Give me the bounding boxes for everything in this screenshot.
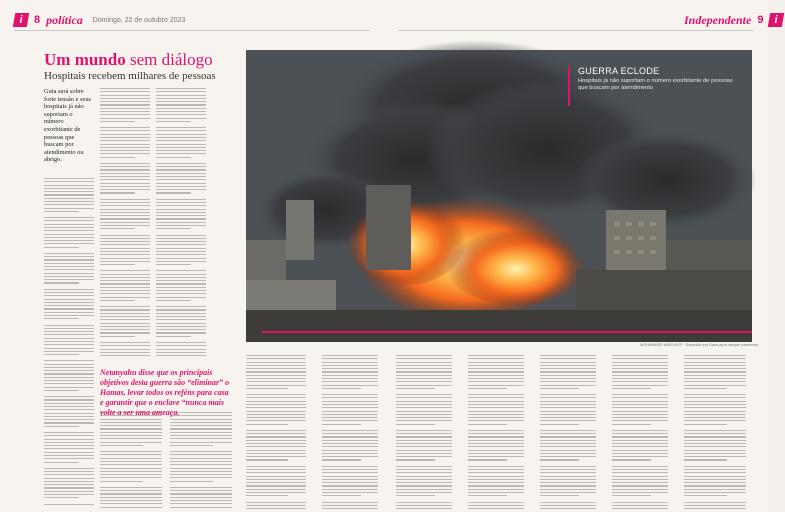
left-header-rule: [14, 30, 370, 31]
photo-sidebar-text: Hospitais já não suportam o número exorbitante de pessoas que buscam por atendimento: [578, 78, 733, 91]
newspaper-logo-icon: i: [13, 13, 29, 27]
headline: [44, 50, 244, 70]
text-column-6: [396, 355, 452, 510]
right-page-number: 9: [757, 14, 764, 26]
text-column-7: [468, 355, 524, 510]
text-column-10: [684, 355, 746, 510]
text-column-3: [156, 88, 206, 358]
text-column-5: [322, 355, 378, 510]
left-header: [14, 10, 185, 30]
text-column-2b: [100, 412, 162, 510]
subhead: Hospitais recebem milhares de pessoas: [44, 70, 216, 82]
right-header: [684, 10, 783, 30]
photo-sidebar: [568, 66, 734, 106]
photo-sidebar-title: GUERRA ECLODE: [578, 66, 660, 76]
text-column-1: [44, 178, 94, 508]
text-column-9: [612, 355, 668, 510]
text-column-8: [540, 355, 596, 510]
photo-credit: MOHAMMED ABED/AFP · Explosão em Gaza após ataque israelense: [640, 343, 759, 347]
text-column-3b: [170, 412, 232, 510]
text-column-4: [246, 355, 306, 510]
lead-paragraph: Guia será sobre forte tensão e seus hospitais já não suportam o número exorbitante de pessoas que buscam por atendimento ou abrigo.: [44, 88, 92, 164]
headline-part-2: sem diálogo: [129, 50, 213, 69]
left-page-date: Domingo, 22 de outubro 2023: [92, 16, 186, 24]
left-page-number: 8: [34, 14, 41, 26]
headline-part-1: Um mundo: [44, 50, 126, 69]
right-header-rule: [398, 30, 754, 31]
left-section-title: política: [46, 12, 83, 27]
text-column-2: [100, 88, 150, 358]
right-section-title: Independente: [684, 12, 752, 27]
photo-accent-bar: [262, 331, 752, 333]
newspaper-logo-icon-right: i: [768, 13, 784, 27]
pull-quote: Netanyahu disse que os principais objetivos desta guerra são “eliminar” o Hamas, levar todos os reféns para casa e garantir que o enclave “nunca mais volte a ser uma ameaça.: [100, 368, 230, 417]
